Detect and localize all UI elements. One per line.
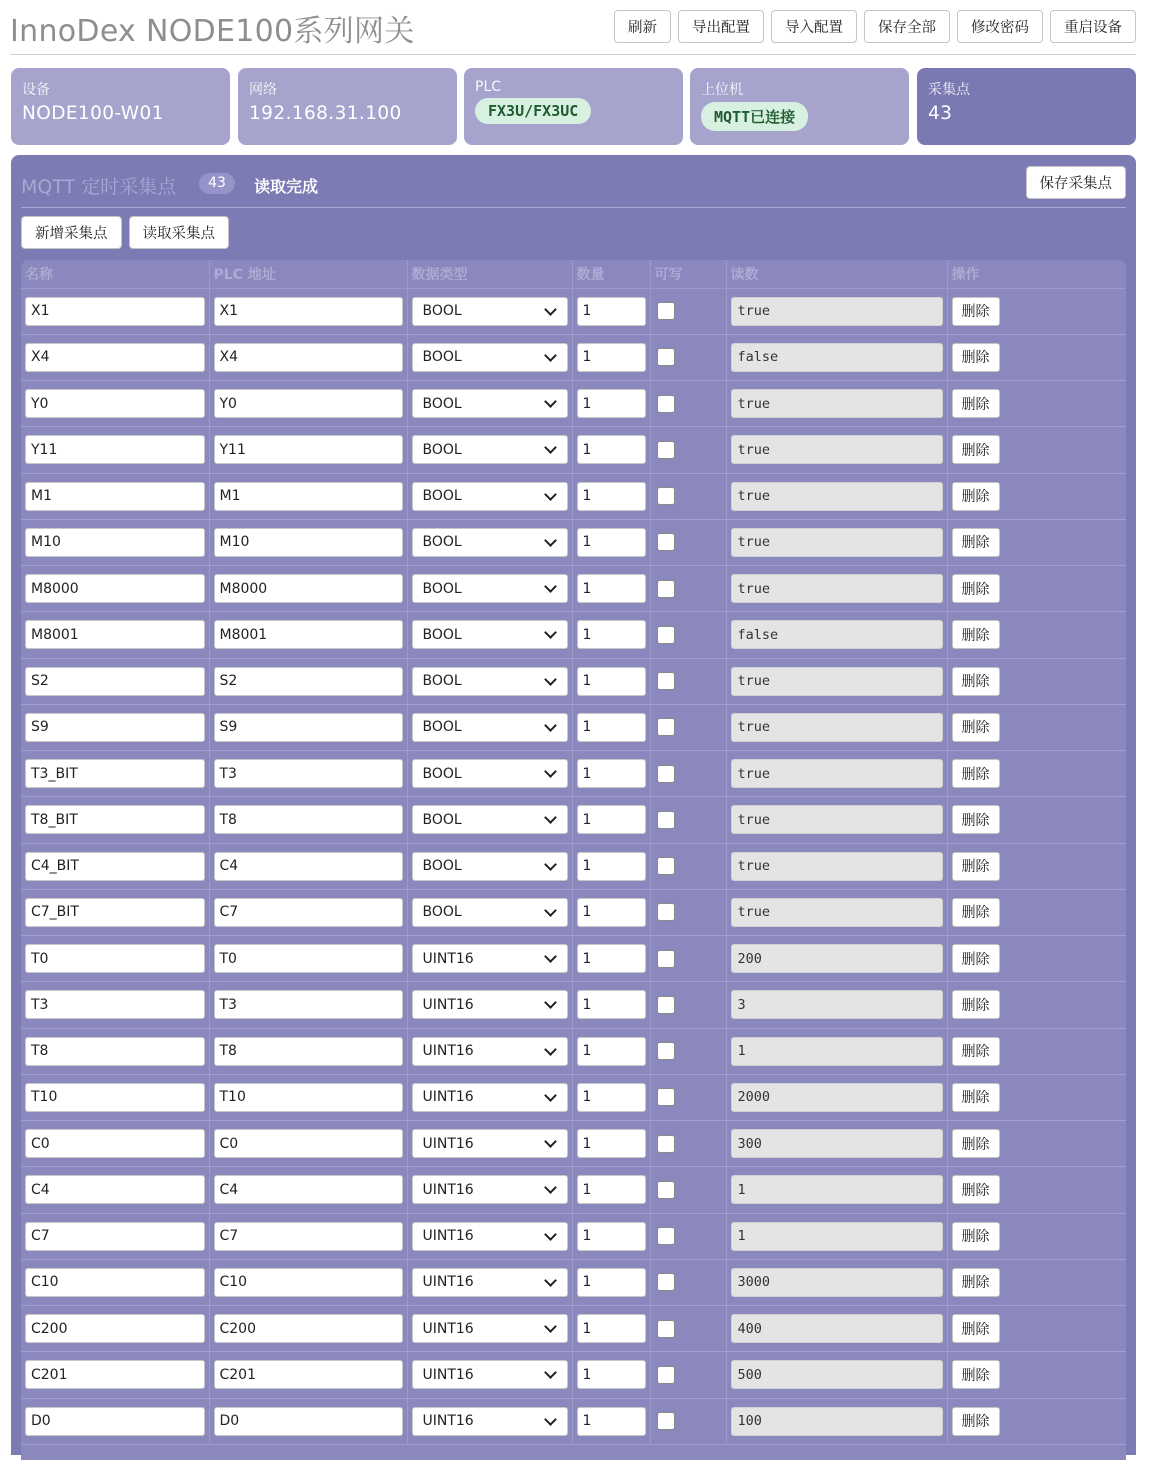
host-card-label: 上位机 <box>701 82 743 98</box>
delete-button[interactable]: 删除 <box>952 343 1000 372</box>
plc-address-input[interactable]: C0 <box>214 1129 403 1158</box>
chevron-down-icon <box>544 1135 557 1148</box>
quantity-input[interactable]: 1 <box>577 435 646 464</box>
point-name-input[interactable]: M1 <box>25 482 205 511</box>
data-type-select[interactable] <box>412 389 568 418</box>
quantity-input[interactable]: 1 <box>577 1407 646 1436</box>
mqtt-status-badge: MQTT已连接 <box>701 102 808 131</box>
chevron-down-icon <box>544 904 557 917</box>
table-row <box>21 1213 1126 1259</box>
quantity-input[interactable]: 1 <box>577 1037 646 1066</box>
data-type-select[interactable] <box>412 482 568 511</box>
plc-address-input[interactable]: M1 <box>214 482 403 511</box>
point-name-input[interactable]: M10 <box>25 528 205 557</box>
table-row <box>21 889 1126 935</box>
data-type-select[interactable] <box>412 620 568 649</box>
plc-address-input[interactable]: T3 <box>214 990 403 1019</box>
chevron-down-icon <box>544 303 557 316</box>
table-row <box>21 1121 1126 1167</box>
column-header-reading: 读数 <box>726 260 947 288</box>
reading-value: 2000 <box>731 1083 943 1112</box>
data-type-value: BOOL <box>422 349 462 366</box>
reading-value: true <box>731 852 943 881</box>
points-table-wrap <box>21 260 1126 1460</box>
delete-button[interactable]: 删除 <box>952 574 1000 603</box>
delete-button[interactable]: 删除 <box>952 1222 1000 1251</box>
writable-checkbox[interactable] <box>657 348 675 366</box>
writable-checkbox[interactable] <box>657 395 675 413</box>
data-type-select[interactable] <box>412 1314 568 1343</box>
device-card <box>11 68 230 145</box>
delete-button[interactable]: 删除 <box>952 389 1000 418</box>
column-header-quantity: 数量 <box>572 260 650 288</box>
chevron-down-icon <box>544 1043 557 1056</box>
data-type-select[interactable] <box>412 990 568 1019</box>
chevron-down-icon <box>544 950 557 963</box>
writable-checkbox[interactable] <box>657 903 675 921</box>
plc-card <box>464 68 683 145</box>
data-type-value: BOOL <box>422 673 462 690</box>
table-row <box>21 982 1126 1028</box>
writable-checkbox[interactable] <box>657 487 675 505</box>
writable-checkbox[interactable] <box>657 1135 675 1153</box>
plc-address-input[interactable]: C7 <box>214 898 403 927</box>
data-type-value: BOOL <box>422 765 462 782</box>
writable-checkbox[interactable] <box>657 672 675 690</box>
table-row <box>21 381 1126 427</box>
quantity-input[interactable]: 1 <box>577 852 646 881</box>
chevron-down-icon <box>544 488 557 501</box>
reading-value: false <box>731 620 943 649</box>
writable-checkbox[interactable] <box>657 302 675 320</box>
data-type-value: UINT16 <box>422 1320 474 1337</box>
data-type-value: UINT16 <box>422 1228 474 1245</box>
data-type-value: BOOL <box>422 904 462 921</box>
data-type-select[interactable] <box>412 1175 568 1204</box>
data-type-value: UINT16 <box>422 950 474 967</box>
point-name-input[interactable]: C7_BIT <box>25 898 205 927</box>
quantity-input[interactable]: 1 <box>577 389 646 418</box>
table-row <box>21 519 1126 565</box>
table-row <box>21 612 1126 658</box>
data-type-select[interactable] <box>412 944 568 973</box>
quantity-input[interactable]: 1 <box>577 528 646 557</box>
data-type-value: UINT16 <box>422 1181 474 1198</box>
data-type-select[interactable] <box>412 759 568 788</box>
table-row <box>21 936 1126 982</box>
top-bar <box>10 0 1136 55</box>
quantity-input[interactable]: 1 <box>577 620 646 649</box>
data-type-value: BOOL <box>422 580 462 597</box>
delete-button[interactable]: 删除 <box>952 713 1000 742</box>
network-card <box>238 68 457 145</box>
point-name-input[interactable]: T8 <box>25 1037 205 1066</box>
data-type-value: BOOL <box>422 811 462 828</box>
writable-checkbox[interactable] <box>657 1320 675 1338</box>
quantity-input[interactable]: 1 <box>577 1360 646 1389</box>
app-title: InnoDex NODE100系列网关 <box>10 14 415 49</box>
data-type-select[interactable] <box>412 1407 568 1436</box>
data-type-value: BOOL <box>422 441 462 458</box>
table-row <box>21 427 1126 473</box>
table-row <box>21 1306 1126 1352</box>
plc-model-badge: FX3U/FX3UC <box>475 98 591 124</box>
writable-checkbox[interactable] <box>657 857 675 875</box>
reading-value: true <box>731 713 943 742</box>
restart-device-button[interactable]: 重启设备 <box>1050 10 1136 43</box>
point-name-input[interactable]: C201 <box>25 1360 205 1389</box>
point-name-input[interactable]: C10 <box>25 1268 205 1297</box>
reading-value: true <box>731 759 943 788</box>
delete-button[interactable]: 删除 <box>952 1314 1000 1343</box>
reading-value: true <box>731 574 943 603</box>
chevron-down-icon <box>544 997 557 1010</box>
data-type-select[interactable] <box>412 805 568 834</box>
table-row <box>21 334 1126 380</box>
points-table-body <box>21 288 1126 1444</box>
data-type-select[interactable] <box>412 1083 568 1112</box>
table-row <box>21 1352 1126 1398</box>
writable-checkbox[interactable] <box>657 950 675 968</box>
delete-button[interactable]: 删除 <box>952 667 1000 696</box>
chevron-down-icon <box>544 395 557 408</box>
chevron-down-icon <box>544 627 557 640</box>
panel-header <box>21 165 1126 208</box>
data-type-select[interactable] <box>412 1222 568 1251</box>
reading-value: 3000 <box>731 1268 943 1297</box>
save-all-button[interactable]: 保存全部 <box>864 10 950 43</box>
quantity-input[interactable]: 1 <box>577 574 646 603</box>
quantity-input[interactable]: 1 <box>577 1314 646 1343</box>
import-config-button[interactable]: 导入配置 <box>771 10 857 43</box>
data-type-select[interactable] <box>412 1360 568 1389</box>
data-type-select[interactable] <box>412 898 568 927</box>
point-name-input[interactable]: C4 <box>25 1175 205 1204</box>
plc-address-input[interactable]: M8000 <box>214 574 403 603</box>
point-name-input[interactable]: Y0 <box>25 389 205 418</box>
change-password-button[interactable]: 修改密码 <box>957 10 1043 43</box>
reading-value: true <box>731 805 943 834</box>
writable-checkbox[interactable] <box>657 1227 675 1245</box>
plc-address-input[interactable]: X4 <box>214 343 403 372</box>
table-row <box>21 1074 1126 1120</box>
data-type-select[interactable] <box>412 297 568 326</box>
plc-address-input[interactable]: C7 <box>214 1222 403 1251</box>
delete-button[interactable]: 删除 <box>952 1037 1000 1066</box>
reading-value: 1 <box>731 1175 943 1204</box>
quantity-input[interactable]: 1 <box>577 1268 646 1297</box>
data-type-value: UINT16 <box>422 996 474 1013</box>
reading-value: true <box>731 435 943 464</box>
reading-value: 300 <box>731 1129 943 1158</box>
data-type-value: BOOL <box>422 303 462 320</box>
points-table <box>21 260 1126 1445</box>
reading-value: true <box>731 898 943 927</box>
point-name-input[interactable]: X4 <box>25 343 205 372</box>
plc-address-input[interactable]: C201 <box>214 1360 403 1389</box>
plc-address-input[interactable]: T10 <box>214 1083 403 1112</box>
writable-checkbox[interactable] <box>657 1181 675 1199</box>
data-type-value: BOOL <box>422 395 462 412</box>
data-type-select[interactable] <box>412 713 568 742</box>
data-type-select[interactable] <box>412 435 568 464</box>
table-row <box>21 566 1126 612</box>
table-row <box>21 1028 1126 1074</box>
data-type-value: UINT16 <box>422 1366 474 1383</box>
data-type-select[interactable] <box>412 1037 568 1066</box>
export-config-button[interactable]: 导出配置 <box>678 10 764 43</box>
quantity-input[interactable]: 1 <box>577 667 646 696</box>
data-type-select[interactable] <box>412 1129 568 1158</box>
column-header-writable: 可写 <box>650 260 726 288</box>
writable-checkbox[interactable] <box>657 811 675 829</box>
chevron-down-icon <box>544 1228 557 1241</box>
point-name-input[interactable]: C0 <box>25 1129 205 1158</box>
top-actions <box>614 10 1136 43</box>
data-type-value: UINT16 <box>422 1089 474 1106</box>
quantity-input[interactable]: 1 <box>577 1129 646 1158</box>
point-name-input[interactable]: T0 <box>25 944 205 973</box>
point-name-input[interactable]: T10 <box>25 1083 205 1112</box>
plc-address-input[interactable]: M10 <box>214 528 403 557</box>
plc-address-input[interactable]: S9 <box>214 713 403 742</box>
point-name-input[interactable]: T3_BIT <box>25 759 205 788</box>
refresh-button[interactable]: 刷新 <box>614 10 671 43</box>
reading-value: true <box>731 482 943 511</box>
table-row <box>21 751 1126 797</box>
reading-value: 500 <box>731 1360 943 1389</box>
quantity-input[interactable]: 1 <box>577 898 646 927</box>
delete-button[interactable]: 删除 <box>952 990 1000 1019</box>
plc-address-input[interactable]: Y0 <box>214 389 403 418</box>
writable-checkbox[interactable] <box>657 1366 675 1384</box>
delete-button[interactable]: 删除 <box>952 1175 1000 1204</box>
chevron-down-icon <box>544 442 557 455</box>
point-name-input[interactable]: T8_BIT <box>25 805 205 834</box>
table-row <box>21 1167 1126 1213</box>
point-name-input[interactable]: Y11 <box>25 435 205 464</box>
quantity-input[interactable]: 1 <box>577 297 646 326</box>
table-row <box>21 704 1126 750</box>
plc-address-input[interactable]: T8 <box>214 1037 403 1066</box>
collection-points-panel <box>11 155 1136 1455</box>
data-type-value: BOOL <box>422 719 462 736</box>
data-type-value: BOOL <box>422 858 462 875</box>
points-card <box>917 68 1136 145</box>
delete-button[interactable]: 删除 <box>952 297 1000 326</box>
column-header-plc-address: PLC 地址 <box>209 260 407 288</box>
point-name-input[interactable]: M8000 <box>25 574 205 603</box>
quantity-input[interactable]: 1 <box>577 1083 646 1112</box>
chevron-down-icon <box>544 1367 557 1380</box>
quantity-input[interactable]: 1 <box>577 990 646 1019</box>
chevron-down-icon <box>544 1182 557 1195</box>
table-row <box>21 1398 1126 1444</box>
reading-value: 1 <box>731 1037 943 1066</box>
quantity-input[interactable]: 1 <box>577 805 646 834</box>
data-type-select[interactable] <box>412 528 568 557</box>
panel-title: MQTT 定时采集点 <box>21 176 177 198</box>
delete-button[interactable]: 删除 <box>952 482 1000 511</box>
point-name-input[interactable]: S9 <box>25 713 205 742</box>
quantity-input[interactable]: 1 <box>577 1175 646 1204</box>
host-card <box>690 68 909 145</box>
column-header-name: 名称 <box>21 260 209 288</box>
data-type-value: UINT16 <box>422 1413 474 1430</box>
chevron-down-icon <box>544 1089 557 1102</box>
table-row <box>21 288 1126 334</box>
column-header-actions: 操作 <box>947 260 1126 288</box>
table-row <box>21 797 1126 843</box>
reading-value: true <box>731 667 943 696</box>
reading-value: 1 <box>731 1222 943 1251</box>
points-card-label: 采集点 <box>928 82 970 98</box>
delete-button[interactable]: 删除 <box>952 1083 1000 1112</box>
plc-address-input[interactable]: T8 <box>214 805 403 834</box>
quantity-input[interactable]: 1 <box>577 343 646 372</box>
plc-address-input[interactable]: S2 <box>214 667 403 696</box>
table-row <box>21 658 1126 704</box>
delete-button[interactable]: 删除 <box>952 620 1000 649</box>
plc-address-input[interactable]: C4 <box>214 852 403 881</box>
network-card-label: 网络 <box>249 82 277 98</box>
chevron-down-icon <box>544 858 557 871</box>
writable-checkbox[interactable] <box>657 1042 675 1060</box>
delete-button[interactable]: 删除 <box>952 944 1000 973</box>
reading-value: 400 <box>731 1314 943 1343</box>
table-header-row <box>21 260 1126 288</box>
writable-checkbox[interactable] <box>657 1088 675 1106</box>
column-header-data-type: 数据类型 <box>407 260 572 288</box>
table-row <box>21 843 1126 889</box>
data-type-select[interactable] <box>412 343 568 372</box>
data-type-value: BOOL <box>422 626 462 643</box>
data-type-select[interactable] <box>412 574 568 603</box>
read-points-button[interactable]: 读取采集点 <box>129 216 230 249</box>
status-cards <box>11 68 1136 145</box>
data-type-value: UINT16 <box>422 1135 474 1152</box>
table-row <box>21 1259 1126 1305</box>
chevron-down-icon <box>544 1274 557 1287</box>
chevron-down-icon <box>544 765 557 778</box>
writable-checkbox[interactable] <box>657 1412 675 1430</box>
data-type-value: BOOL <box>422 488 462 505</box>
data-type-select[interactable] <box>412 667 568 696</box>
chevron-down-icon <box>544 812 557 825</box>
chevron-down-icon <box>544 349 557 362</box>
panel-actions <box>21 216 229 249</box>
writable-checkbox[interactable] <box>657 996 675 1014</box>
data-type-value: UINT16 <box>422 1043 474 1060</box>
data-type-value: BOOL <box>422 534 462 551</box>
plc-address-input[interactable]: T0 <box>214 944 403 973</box>
point-name-input[interactable]: D0 <box>25 1407 205 1436</box>
delete-button[interactable]: 删除 <box>952 759 1000 788</box>
quantity-input[interactable]: 1 <box>577 1222 646 1251</box>
device-card-label: 设备 <box>22 82 50 98</box>
reading-value: 100 <box>731 1407 943 1436</box>
chevron-down-icon <box>544 534 557 547</box>
reading-value: true <box>731 297 943 326</box>
quantity-input[interactable]: 1 <box>577 482 646 511</box>
reading-value: true <box>731 528 943 557</box>
writable-checkbox[interactable] <box>657 441 675 459</box>
delete-button[interactable]: 删除 <box>952 1268 1000 1297</box>
delete-button[interactable]: 删除 <box>952 898 1000 927</box>
chevron-down-icon <box>544 719 557 732</box>
save-points-button[interactable]: 保存采集点 <box>1026 166 1127 199</box>
data-type-select[interactable] <box>412 852 568 881</box>
chevron-down-icon <box>544 1413 557 1426</box>
quantity-input[interactable]: 1 <box>577 944 646 973</box>
plc-address-input[interactable]: M8001 <box>214 620 403 649</box>
writable-checkbox[interactable] <box>657 580 675 598</box>
device-card-value: NODE100-W01 <box>22 103 164 124</box>
plc-address-input[interactable]: C200 <box>214 1314 403 1343</box>
delete-button[interactable]: 删除 <box>952 1360 1000 1389</box>
reading-value: true <box>731 389 943 418</box>
point-name-input[interactable]: C200 <box>25 1314 205 1343</box>
point-name-input[interactable]: T3 <box>25 990 205 1019</box>
add-point-button[interactable]: 新增采集点 <box>21 216 122 249</box>
delete-button[interactable]: 删除 <box>952 805 1000 834</box>
delete-button[interactable]: 删除 <box>952 852 1000 881</box>
plc-address-input[interactable]: D0 <box>214 1407 403 1436</box>
delete-button[interactable]: 删除 <box>952 528 1000 557</box>
data-type-value: UINT16 <box>422 1274 474 1291</box>
quantity-input[interactable]: 1 <box>577 713 646 742</box>
chevron-down-icon <box>544 1320 557 1333</box>
plc-address-input[interactable]: C4 <box>214 1175 403 1204</box>
read-status-text: 读取完成 <box>254 177 319 196</box>
plc-address-input[interactable]: Y11 <box>214 435 403 464</box>
writable-checkbox[interactable] <box>657 765 675 783</box>
point-name-input[interactable]: X1 <box>25 297 205 326</box>
chevron-down-icon <box>544 673 557 686</box>
delete-button[interactable]: 删除 <box>952 1129 1000 1158</box>
point-name-input[interactable]: M8001 <box>25 620 205 649</box>
point-name-input[interactable]: C7 <box>25 1222 205 1251</box>
writable-checkbox[interactable] <box>657 533 675 551</box>
data-type-select[interactable] <box>412 1268 568 1297</box>
delete-button[interactable]: 删除 <box>952 435 1000 464</box>
points-count-badge: 43 <box>199 173 235 194</box>
reading-value: 3 <box>731 990 943 1019</box>
plc-address-input[interactable]: T3 <box>214 759 403 788</box>
points-card-value: 43 <box>928 103 953 124</box>
plc-address-input[interactable]: C10 <box>214 1268 403 1297</box>
chevron-down-icon <box>544 580 557 593</box>
plc-card-label: PLC <box>475 79 502 95</box>
reading-value: false <box>731 343 943 372</box>
plc-address-input[interactable]: X1 <box>214 297 403 326</box>
reading-value: 200 <box>731 944 943 973</box>
writable-checkbox[interactable] <box>657 626 675 644</box>
quantity-input[interactable]: 1 <box>577 759 646 788</box>
writable-checkbox[interactable] <box>657 1273 675 1291</box>
writable-checkbox[interactable] <box>657 718 675 736</box>
delete-button[interactable]: 删除 <box>952 1407 1000 1436</box>
table-row <box>21 473 1126 519</box>
point-name-input[interactable]: C4_BIT <box>25 852 205 881</box>
network-card-value: 192.168.31.100 <box>249 103 402 124</box>
point-name-input[interactable]: S2 <box>25 667 205 696</box>
